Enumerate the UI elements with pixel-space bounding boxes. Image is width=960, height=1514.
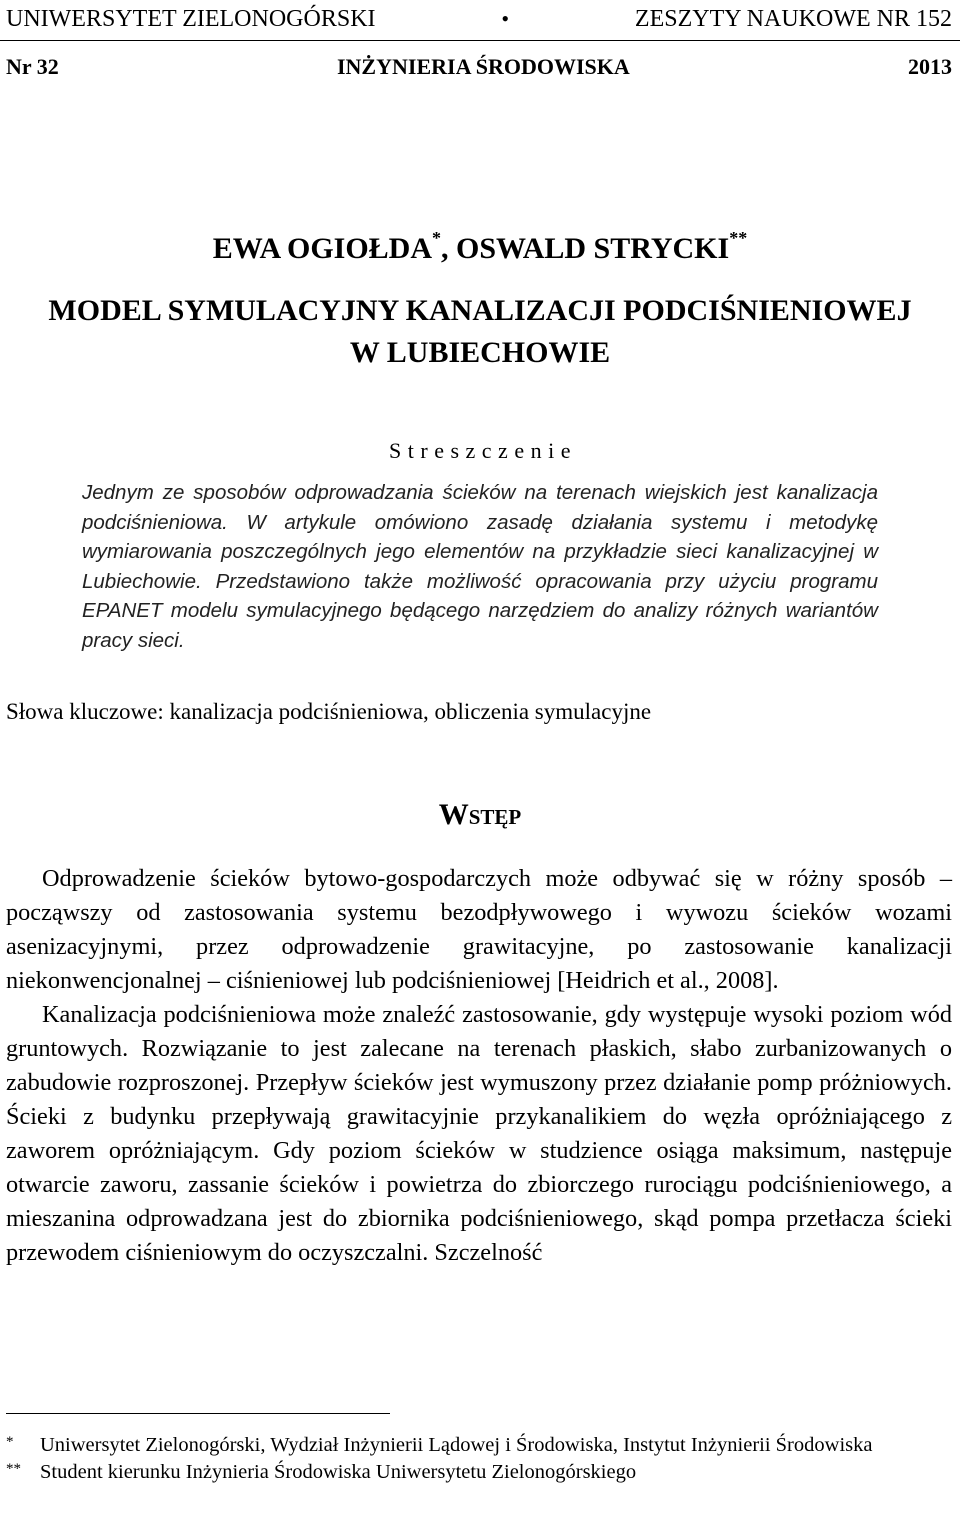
footnote-2-text: Student kierunku Inżynieria Środowiska Uniwersytetu Zielonogórskiego: [40, 1461, 637, 1483]
issue-number: Nr 32: [6, 54, 59, 79]
body-text: [6, 862, 952, 1270]
paper-title-line-1: MODEL SYMULACYJNY KANALIZACJI PODCIŚNIENIOWEJ: [48, 294, 912, 327]
author-2: OSWALD STRYCKI: [456, 232, 730, 265]
running-header: [6, 4, 952, 34]
author-joiner: ,: [441, 232, 457, 265]
header-bullet: •: [501, 6, 510, 31]
section-heading: Wstęp: [438, 798, 522, 831]
footnote-2: [6, 1459, 926, 1486]
abstract-heading: S t r e s z c z e n i e: [389, 438, 571, 463]
header-rule: [0, 40, 960, 41]
author-1: EWA OGIOŁDA: [212, 232, 433, 265]
footnote-1: [6, 1432, 926, 1459]
footnote-1-mark: *: [6, 1434, 14, 1450]
body-paragraph-2: Kanalizacja podciśnieniowa może znaleźć zastosowanie, gdy występuje wysoki poziom wód gruntowych. Rozwiązanie to jest zalecane na terenach płaskich, słabo zurbanizowanych o zabudowie rozproszonej. Przepływ ścieków jest wymuszony przez działanie pomp próżniowych. Ścieki z budynku przepływają grawitacyjnie przykanalikiem do węzła opróżniającego z zaworem opróżniającym. Gdy poziom ścieków w studzience osiąga maksimum, następuje otwarcie zaworu, zassanie ścieków i powietrza do zbiorczego rurociągu podciśnieniowego, a mieszanina odprowadzana jest do zbiornika podciśnieniowego, skąd pompa przetłacza ścieki przewodem ciśnieniowym do oczyszczalni. Szczelność: [6, 1001, 952, 1266]
keywords-line: Słowa kluczowe: kanalizacja podciśnieniowa, obliczenia symulacyjne: [6, 699, 652, 724]
discipline-name: INŻYNIERIA ŚRODOWISKA: [336, 54, 630, 79]
abstract-text: Jednym ze sposobów odprowadzania ścieków na terenach wiejskich jest kanalizacja podciśnieniowa. W artykule omówiono zasadę działania systemu i metodykę wymiarowania poszczególnych jego elementów na przykładzie sieci kanalizacyjnej w Lubiechowie. Przedstawiono także możliwość opracowania przy użyciu programu EPANET modelu symulacyjnego będącego narzędziem do analizy różnych wariantów pracy sieci.: [82, 481, 878, 652]
series-name: ZESZYTY NAUKOWE NR 152: [634, 6, 952, 32]
issue-header: [6, 52, 952, 82]
author-line: [0, 218, 960, 269]
author-2-footnote-mark: **: [729, 228, 748, 248]
paper-title-line-2: W LUBIECHOWIE: [349, 336, 611, 369]
author-1-footnote-mark: *: [432, 228, 442, 248]
university-name: UNIWERSYTET ZIELONOGÓRSKI: [6, 6, 376, 32]
footnote-1-text: Uniwersytet Zielonogórski, Wydział Inżynierii Lądowej i Środowiska, Instytut Inżynierii Środowiska: [40, 1434, 873, 1456]
footnote-rule: [6, 1413, 390, 1414]
issue-year: 2013: [908, 54, 952, 79]
body-paragraph-1: Odprowadzenie ścieków bytowo-gospodarczych może odbywać się w różny sposób – począwszy od zastosowania systemu bezodpływowego i wywozu ścieków wozami asenizacyjnymi, przez odprowadzenie grawitacyjne, po zastosowanie kanalizacji niekonwencjonalnej – ciśnieniowej lub podciśnieniowej [Heidrich et al., 2008].: [6, 865, 952, 994]
footnote-2-mark: **: [6, 1461, 21, 1477]
paper-title: [0, 290, 960, 374]
footnotes: [6, 1432, 926, 1486]
